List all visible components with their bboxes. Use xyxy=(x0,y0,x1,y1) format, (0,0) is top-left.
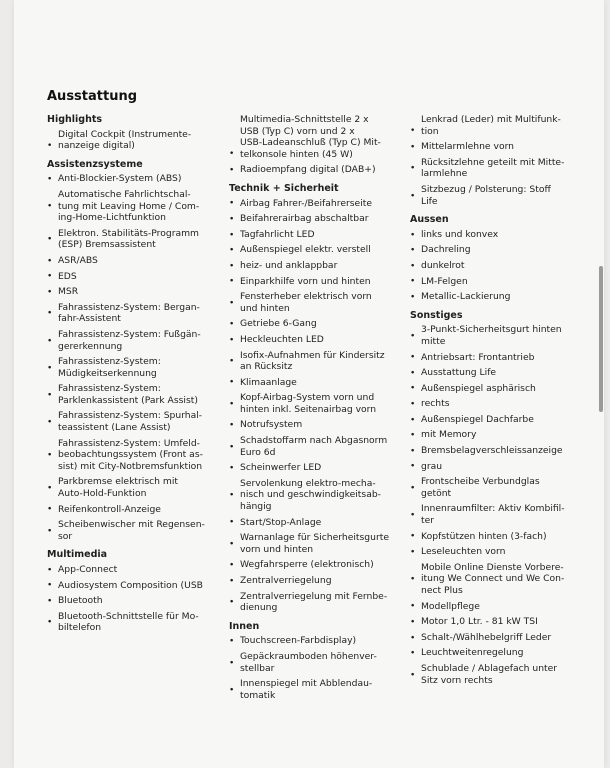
list-item: • Innenspiegel mit Abblendau- tomatik xyxy=(229,678,399,701)
list-item: • Dachreling xyxy=(410,244,570,256)
list-item: • mit Memory xyxy=(410,429,570,441)
section-heading-aussen: Aussen xyxy=(410,214,449,226)
list-item: • Außenspiegel elektr. verstell xyxy=(229,244,399,256)
list-multimedia-part1 xyxy=(47,564,219,634)
list-item: • Scheinwerfer LED xyxy=(229,462,399,474)
list-item: • Sitzbezug / Polsterung: Stoff Life xyxy=(410,184,570,207)
column-2 xyxy=(229,114,399,705)
list-item: • Parkbremse elektrisch mit Auto-Hold-Funktion xyxy=(47,476,219,499)
list-item: • Schublade / Ablagefach unter Sitz vorn rechts xyxy=(410,663,570,686)
list-innen-part1 xyxy=(229,635,399,701)
list-item: • Klimaanlage xyxy=(229,377,399,389)
list-item: • Motor 1,0 Ltr. - 81 kW TSI xyxy=(410,616,570,628)
list-item: • Audiosystem Composition (USB xyxy=(47,580,219,592)
list-item: • Servolenkung elektro-mecha- nisch und geschwindigkeitsab- hängig xyxy=(229,478,399,513)
list-item: • Bluetooth xyxy=(47,595,219,607)
list-item: • Kopfstützen hinten (3-fach) xyxy=(410,531,570,543)
list-item: • dunkelrot xyxy=(410,260,570,272)
list-item: • LM-Felgen xyxy=(410,276,570,288)
list-item: • Anti-Blockier-System (ABS) xyxy=(47,173,219,185)
list-highlights xyxy=(47,129,219,152)
list-item: • Fahrassistenz-System: Spurhal- teassistent (Lane Assist) xyxy=(47,410,219,433)
list-item: • Mobile Online Dienste Vorbere- itung We Connect und We Con- nect Plus xyxy=(410,562,570,597)
list-item: • grau xyxy=(410,461,570,473)
list-item: • Außenspiegel asphärisch xyxy=(410,383,570,395)
document-page xyxy=(14,0,604,768)
list-item: • Fensterheber elektrisch vorn und hinten xyxy=(229,291,399,314)
list-item: • Touchscreen-Farbdisplay) xyxy=(229,635,399,647)
section-heading-innen: Innen xyxy=(229,620,260,632)
list-item: • rechts xyxy=(410,398,570,410)
list-item: • Automatische Fahrlichtschal- tung mit Leaving Home / Com- ing-Home-Lichtfunktion xyxy=(47,189,219,224)
list-item: • Reifenkontroll-Anzeige xyxy=(47,504,219,516)
list-sonstiges xyxy=(410,324,570,686)
list-item: • Warnanlage für Sicherheitsgurte vorn und hinten xyxy=(229,532,399,555)
list-item: • Außenspiegel Dachfarbe xyxy=(410,414,570,426)
list-item: • EDS xyxy=(47,271,219,283)
list-item: • Modellpflege xyxy=(410,601,570,613)
list-item: • ASR/ABS xyxy=(47,255,219,267)
list-item: • 3-Punkt-Sicherheitsgurt hinten mitte xyxy=(410,324,570,347)
list-item: • Zentralverriegelung xyxy=(229,575,399,587)
section-heading-assistenzsysteme: Assistenzsysteme xyxy=(47,158,143,170)
list-item: • Radioempfang digital (DAB+) xyxy=(229,164,399,176)
list-assistenzsysteme xyxy=(47,173,219,542)
list-item: • Fahrassistenz-System: Parklenkassistent (Park Assist) xyxy=(47,383,219,406)
list-item: • Ausstattung Life xyxy=(410,367,570,379)
list-item: • Multimedia-Schnittstelle 2 x USB (Typ C) vorn und 2 x USB-Ladeanschluß (Typ C) Mit- telkonsole hinten (45 W) xyxy=(229,114,399,160)
list-innen-part2 xyxy=(410,114,570,207)
list-aussen xyxy=(410,229,570,303)
list-item: • Leseleuchten vorn xyxy=(410,546,570,558)
list-technik-sicherheit xyxy=(229,198,399,614)
list-item: • Innenraumfilter: Aktiv Kombifil- ter xyxy=(410,503,570,526)
column-3 xyxy=(410,114,570,690)
list-item: • Fahrassistenz-System: Fußgän- gererkennung xyxy=(47,329,219,352)
list-item: • Frontscheibe Verbundglas getönt xyxy=(410,476,570,499)
list-item: • Schadstoffarm nach Abgasnorm Euro 6d xyxy=(229,435,399,458)
list-item: • Mittelarmlehne vorn xyxy=(410,141,570,153)
list-item: • Fahrassistenz-System: Bergan- fahr-Assistent xyxy=(47,302,219,325)
list-item: • Gepäckraumboden höhenver- stellbar xyxy=(229,651,399,674)
list-item: • Bremsbelagverschleissanzeige xyxy=(410,445,570,457)
list-item: • Digital Cockpit (Instrumente- nanzeige digital) xyxy=(47,129,219,152)
list-item: • links und konvex xyxy=(410,229,570,241)
section-heading-technik-sicherheit: Technik + Sicherheit xyxy=(229,182,339,194)
list-item: • Beifahrerairbag abschaltbar xyxy=(229,213,399,225)
list-item: • Antriebsart: Frontantrieb xyxy=(410,352,570,364)
column-1 xyxy=(47,114,219,638)
page-title: Ausstattung xyxy=(47,89,138,104)
list-item: • Leuchtweitenregelung xyxy=(410,647,570,659)
list-item: • Getriebe 6-Gang xyxy=(229,318,399,330)
list-item: • App-Connect xyxy=(47,564,219,576)
list-item: • Wegfahrsperre (elektronisch) xyxy=(229,559,399,571)
list-item: • MSR xyxy=(47,286,219,298)
list-item: • Kopf-Airbag-System vorn und hinten inkl. Seitenairbag vorn xyxy=(229,392,399,415)
list-item: • Airbag Fahrer-/Beifahrerseite xyxy=(229,198,399,210)
section-heading-highlights: Highlights xyxy=(47,114,103,125)
list-item: • Einparkhilfe vorn und hinten xyxy=(229,276,399,288)
vertical-scrollbar[interactable] xyxy=(599,266,603,412)
list-item: • Rücksitzlehne geteilt mit Mitte- larmlehne xyxy=(410,157,570,180)
list-item: • Elektron. Stabilitäts-Programm (ESP) Bremsassistent xyxy=(47,228,219,251)
list-item: • Lenkrad (Leder) mit Multifunk- tion xyxy=(410,114,570,137)
list-item: • Isofix-Aufnahmen für Kindersitz an Rücksitz xyxy=(229,350,399,373)
list-item: • Start/Stop-Anlage xyxy=(229,517,399,529)
list-item: • Bluetooth-Schnittstelle für Mo- biltelefon xyxy=(47,611,219,634)
list-item: • Fahrassistenz-System: Müdigkeitserkennung xyxy=(47,356,219,379)
list-item: • Metallic-Lackierung xyxy=(410,291,570,303)
list-item: • Zentralverriegelung mit Fernbe- dienung xyxy=(229,591,399,614)
list-item: • Tagfahrlicht LED xyxy=(229,229,399,241)
list-multimedia-part2 xyxy=(229,114,399,176)
list-item: • Notrufsystem xyxy=(229,419,399,431)
section-heading-sonstiges: Sonstiges xyxy=(410,309,463,321)
list-item: • heiz- und anklappbar xyxy=(229,260,399,272)
list-item: • Scheibenwischer mit Regensen- sor xyxy=(47,519,219,542)
section-heading-multimedia: Multimedia xyxy=(47,549,108,561)
list-item: • Heckleuchten LED xyxy=(229,334,399,346)
list-item: • Fahrassistenz-System: Umfeld- beobachtungssystem (Front as- sist) mit City-Notbremsfunktion xyxy=(47,438,219,473)
list-item: • Schalt-/Wählhebelgriff Leder xyxy=(410,632,570,644)
